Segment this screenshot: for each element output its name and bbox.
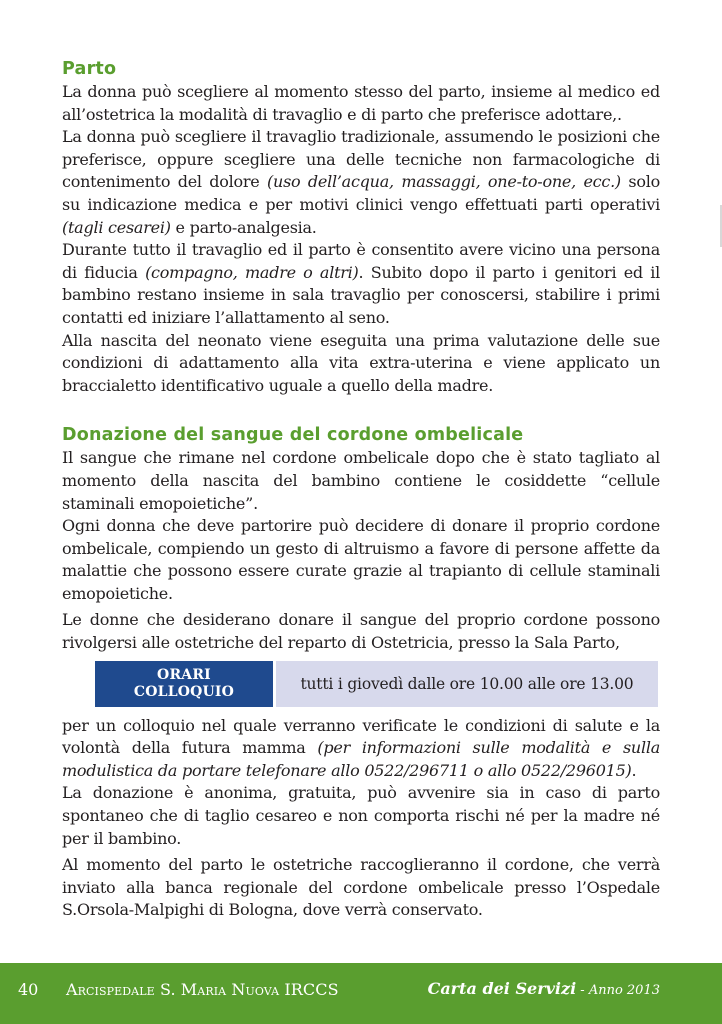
paragraph-parto-1 [62, 81, 660, 126]
text: Durante tutto il travaglio ed il parto è consentito avere vicino una persona di fiducia [62, 240, 660, 282]
paragraph-parto-3 [62, 239, 660, 329]
text: Le donne che desiderano donare il sangue del proprio cordone possono rivolgersi alle ostetriche del reparto di Ostetricia, presso la Sala Parto, [62, 610, 660, 653]
page-content [62, 58, 660, 922]
page-number: 40 [18, 980, 39, 999]
text: Al momento del parto le ostetriche raccoglieranno il cordone, che verrà inviato alla banca regionale del cordone ombelicale presso l’Ospedale S.Orsola-Malpighi di Bologna, dove verrà conservato. [62, 855, 660, 920]
text: La donna può scegliere il travaglio tradizionale, assumendo le posizioni che preferisce, oppure scegliere una delle tecniche non farmacologiche di contenimento del dolore [62, 127, 660, 192]
text: . [631, 760, 637, 780]
italic-text: (tagli cesarei) [62, 217, 171, 237]
section-title-donazione: Donazione del sangue del cordone ombelicale [62, 425, 524, 446]
schedule-box [95, 661, 658, 707]
text: La donna può scegliere al momento stesso del parto, insieme al medico ed all’ostetrica la modalità di travaglio e di parto che preferisce adottare,. [62, 82, 660, 124]
paragraph-donazione-6 [62, 854, 660, 922]
paragraph-donazione-3 [62, 609, 660, 654]
text: per un colloquio nel quale verranno verificate le condizioni di salute e la volontà della futura mamma [62, 715, 660, 758]
paragraph-donazione-4 [62, 715, 660, 783]
footer-carta-title: Carta dei Servizi [427, 979, 577, 998]
italic-text: (per informazioni sulle modalità e sulla modulistica da portare telefonare allo 0522/296711 o allo 0522/296015) [62, 738, 661, 780]
paragraph-parto-2 [62, 126, 660, 239]
italic-text: (uso dell’acqua, massaggi, one-to-one, ecc.) [267, 172, 621, 192]
text: Ogni donna che deve partorire può decidere di donare il proprio cordone ombelicale, compiendo un gesto di altruismo a favore di persone affette da malattie che possono essere curate grazie al trapianto di cellule staminali emopoietiche. [62, 516, 660, 603]
text: solo su indicazione medica e per motivi clinici vengo effettuati parti operativi [62, 172, 660, 214]
page-footer [0, 963, 722, 1024]
paragraph-donazione-1 [62, 447, 660, 515]
schedule-label [95, 661, 273, 707]
footer-hospital-name: Arcispedale S. Maria Nuova IRCCS [66, 980, 339, 999]
paragraph-donazione-5 [62, 782, 660, 850]
footer-year: - Anno 2013 [576, 983, 660, 998]
schedule-label-line2: COLLOQUIO [133, 683, 235, 700]
italic-text: (compagno, madre o altri) [145, 262, 359, 282]
footer-publication [428, 979, 660, 998]
paragraph-parto-4 [62, 330, 660, 398]
text: Il sangue che rimane nel cordone ombelicale dopo che è stato tagliato al momento della nascita del bambino contiene le cosiddette “cellule staminali emopoietiche”. [62, 448, 660, 513]
paragraph-donazione-2 [62, 515, 660, 605]
text: . Subito dopo il parto i genitori ed il bambino restano insieme in sala travaglio per conoscersi, stabilire i primi contatti ed iniziare l’allattamento al seno. [62, 262, 661, 327]
text: La donazione è anonima, gratuita, può avvenire sia in caso di parto spontaneo che di taglio cesareo e non comporta rischi né per la madre né per il bambino. [62, 783, 660, 848]
text: e parto-analgesia. [170, 217, 317, 237]
schedule-value: tutti i giovedì dalle ore 10.00 alle ore 13.00 [276, 661, 658, 707]
section-title-parto: Parto [62, 59, 117, 79]
text: Alla nascita del neonato viene eseguita una prima valutazione delle sue condizioni di adattamento alla vita extra-uterina e viene applicato un braccialetto identificativo uguale a quello della madre. [62, 330, 660, 395]
schedule-label-line1: ORARI [157, 666, 211, 683]
